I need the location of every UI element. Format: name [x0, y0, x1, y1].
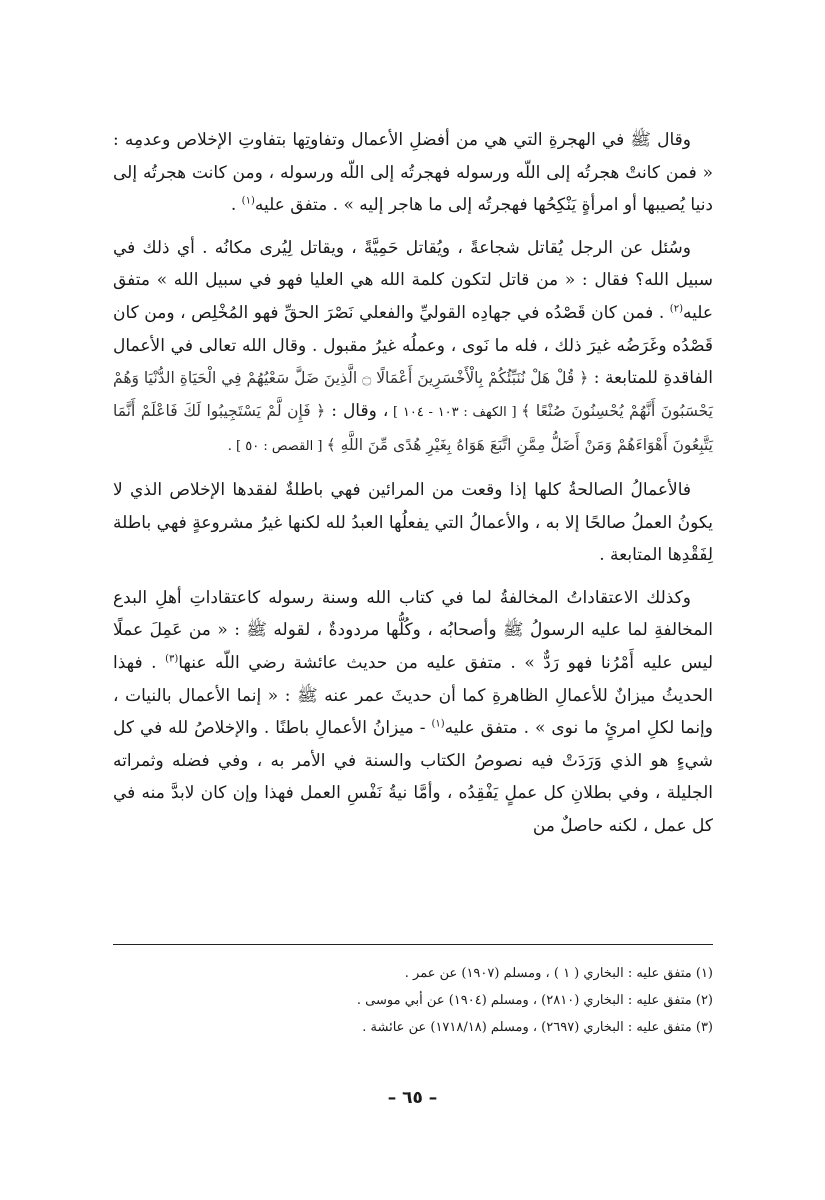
paragraph-righteous-deeds [113, 474, 713, 572]
paragraph-text: وقال ﷺ في الهجرةِ التي هي من أفضلِ الأعمال وتفاوتِها بتفاوتِ الإخلاص وعدمِه : « فمن كانتْ هجرتُه إلى اللّه ورسوله فهجرتُه إلى اللّه ورسوله ، ومن كانت هجرتُه إلى دنيا يُصيبها أو امرأةٍ يَنْكِحُها فهجرتُه إلى ما هاجر إليه » . متفق عليه [113, 130, 713, 216]
paragraph-text: . فهذا الحديثُ ميزانٌ للأعمالِ الظاهرةِ كما أن حديثَ عمر عنه ﷺ : « إنما الأعمال بالنيات ، وإنما لكلِ امرئٍ ما نوى » . متفق عليه [113, 652, 713, 739]
footnote-divider [113, 944, 713, 945]
paragraph-text: - ميزانُ الأعمالِ باطنًا . والإخلاصُ لله في كل شيءٍ هو الذي وَرَدَتْ فيه نصوصُ الكتاب والسنة في الأمر به ، وفي فضله وثمراته الجليلة ، وفي بطلانِ كل عملٍ يَفْقِدُه ، وأمَّا نيةُ نَفْسِ العمل فهذا وإن كان لابدَّ منه في كل عمل ، لكنه حاصلٌ من [113, 718, 713, 836]
paragraph-jihad [113, 232, 713, 464]
footnote-marker-2: (٢) [669, 303, 683, 315]
footnote-3: (٣) متفق عليه : البخاري (٢٦٩٧) ، ومسلم (١٧١٨/١٨) عن عائشة . [362, 1020, 713, 1035]
footnotes [113, 960, 713, 1041]
paragraph-text: فالأعمالُ الصالحةُ كلها إذا وقعت من المرائين فهي باطلةٌ لفقدها الإخلاص الذي لا يكونُ العملُ صالحًا إلا به ، والأعمالُ التي يفعلُها العبدُ لله لكنها غيرُ مشروعةٍ فهي باطلة لِفَقْدِها المتابعة . [113, 479, 713, 566]
paragraph-text: . فمن كان قَصْدُه في جهادِه القوليِّ والفعلي نَصْرَ الحقِّ فهو المُخْلِص ، ومن كان قَصْدُه وغَرَضُه غيرَ ذلك ، فله ما نَوى ، وعملُه غيرُ مقبول . وقال الله تعالى في الأعمال الفاقدةِ للمتابعة : [113, 302, 713, 389]
paragraph-text: . [230, 195, 242, 216]
paragraph-beliefs [113, 582, 713, 843]
paragraph-text: ، وقال : [325, 400, 389, 421]
footnote-marker-4: (١) [431, 718, 445, 730]
paragraph-text: وكذلك الاعتقاداتُ المخالفةُ لما في كتاب الله وسنة رسوله كاعتقاداتِ أهلِ البدع المخالفةِ لما عليه الرسولُ ﷺ وأصحابُه ، وكُلُّها مردودةٌ ، لقوله ﷺ : « من عَمِلَ عملًا ليس عليه أَمْرُنا فهو رَدٌّ » . متفق عليه من حديث عائشة رضي اللّه عنها [113, 587, 713, 673]
footnote-1: (١) متفق عليه : البخاري ( ١ ) ، ومسلم (١٩٠٧) عن عمر . [404, 966, 713, 981]
verse-reference-kahf: [ الكهف : ١٠٣ - ١٠٤ ] [388, 404, 522, 420]
paragraph-hijra [113, 124, 713, 222]
footnote-marker-1: (١) [241, 195, 255, 207]
verse-reference-qasas: [ القصص : ٥٠ ] . [227, 439, 327, 455]
footnote-2: (٢) متفق عليه : البخاري (٢٨١٠) ، ومسلم (١٩٠٤) عن أبي موسى . [356, 993, 713, 1008]
footnote-marker-3: (٣) [165, 653, 179, 665]
main-text [113, 124, 713, 852]
page-number: – ٦٥ – [387, 1088, 438, 1108]
quran-verse-kahf: ﴿ قُلْ هَلْ نُنَبِّئُكُمْ بِالْأَخْسَرِينَ أَعْمَالًا ۝ الَّذِينَ ضَلَّ سَعْيُهُمْ فِي الْحَيَاةِ الدُّنْيَا وَهُمْ يَحْسَبُونَ أَنَّهُمْ يُحْسِنُونَ صُنْعًا ﴾ [113, 369, 713, 420]
quran-verse-qasas: ﴿ فَإِن لَّمْ يَسْتَجِيبُوا لَكَ فَاعْلَمْ أَنَّمَا يَتَّبِعُونَ أَهْوَاءَهُمْ وَمَنْ أَضَلُّ مِمَّنِ اتَّبَعَ هَوَاهُ بِغَيْرِ هُدًى مِّنَ اللَّهِ ﴾ [113, 401, 713, 455]
paragraph-text: وسُئل عن الرجل يُقاتل شجاعةً ، ويُقاتل حَمِيَّةً ، ويقاتل لِيُرى مكانُه . أي ذلك في سبيل الله؟ فقال : « من قاتل لتكون كلمة الله هي العليا فهو في سبيل الله » متفق عليه [113, 237, 713, 323]
